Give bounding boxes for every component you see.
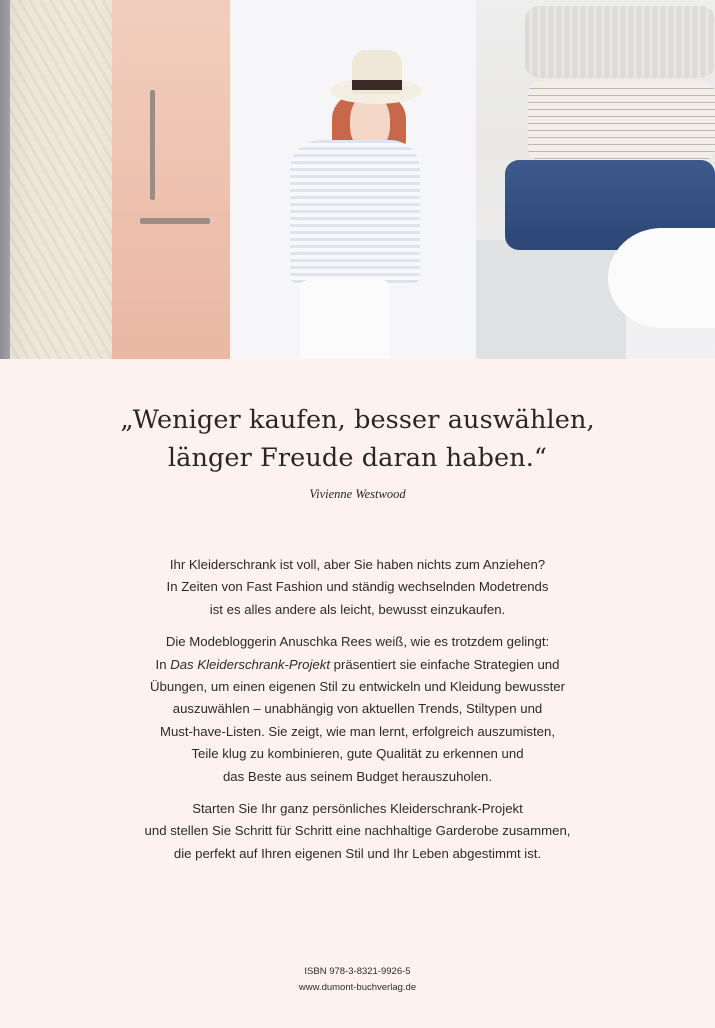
pouf-shape [476,240,626,359]
blurb-line: Teile klug zu kombinieren, gute Qualität zu erkennen und [191,746,524,762]
striped-fabric-stack-shape [528,82,715,160]
blurb-line: Die Modebloggerin Anuschka Rees weiß, wie es trotzdem gelingt: [165,634,550,650]
blurb-paragraph-2 [80,631,635,788]
quote-author: Vivienne Westwood [309,487,406,501]
quote-line-1: „Weniger kaufen, besser auswählen, [120,405,595,435]
blurb-line: ist es alles andere als leicht, bewusst einzukaufen. [209,601,506,617]
blurb-line: und stellen Sie Schritt für Schritt eine nachhaltige Garderobe zusammen, [144,823,571,839]
book-title: Das Kleiderschrank-Projekt [170,656,330,672]
white-pants-shape [300,280,390,359]
blurb-line: Must-have-Listen. Sie zeigt, wie man lernt, erfolgreich auszumisten, [159,723,556,739]
leather-jacket-shape [112,0,230,359]
blurb-line: das Beste aus seinem Budget herauszuholen. [222,768,493,784]
photo-clothes-rack [0,0,230,359]
blurb-text: In [155,656,171,672]
publisher-url[interactable]: www.dumont-buchverlag.de [298,982,417,993]
footer [0,964,715,996]
quote [0,401,715,477]
jacket-pocket-zipper-shape [140,218,210,224]
blurb-paragraph-1 [80,554,635,621]
isbn: ISBN 978-3-8321-9926-5 [304,966,411,977]
blurb-line: die perfekt auf Ihren eigenen Stil und Ihr Leben abgestimmt ist. [173,845,542,861]
blurb-line: Übungen, um einen eigenen Stil zu entwickeln und Kleidung bewusster [150,679,565,695]
quote-line-2: länger Freude daran haben.“ [167,443,548,473]
hat-band-shape [352,80,402,90]
blurb-text: präsentiert sie einfache Strategien und [329,656,560,672]
blurb [80,554,635,875]
grey-knit-stack-shape [525,6,715,78]
jacket-zipper-shape [150,90,155,200]
blurb-line: In Zeiten von Fast Fashion und ständig wechselnden Modetrends [166,579,549,595]
blurb-line: auszuwählen – unabhängig von aktuellen Trends, Stiltypen und [172,701,543,717]
blurb-line-with-title [80,654,635,676]
fur-pillow-shape [608,228,715,328]
blurb-line: Starten Sie Ihr ganz persönliches Kleiderschrank-Projekt [192,801,523,817]
blurb-line: Ihr Kleiderschrank ist voll, aber Sie haben nichts zum Anziehen? [169,557,546,572]
knit-sweater-shape [10,0,112,359]
striped-shirt-shape [290,140,420,285]
blurb-paragraph-3 [80,798,635,865]
